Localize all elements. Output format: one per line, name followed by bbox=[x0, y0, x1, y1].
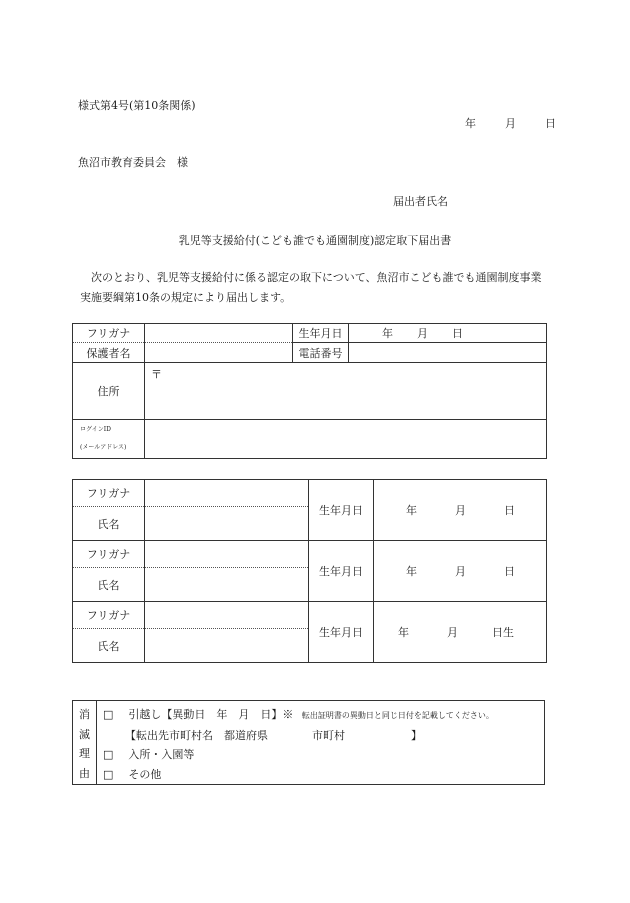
guardian-dob-year: 年 bbox=[382, 327, 393, 340]
child3-name-label: 氏名 bbox=[73, 629, 145, 663]
guardian-address-field[interactable] bbox=[145, 363, 547, 420]
guardian-name-label: 保護者名 bbox=[73, 343, 145, 363]
reason-option-other bbox=[103, 765, 544, 785]
child3-dob-field[interactable] bbox=[374, 602, 547, 663]
child1-name-field[interactable] bbox=[145, 507, 309, 541]
child2-name-label: 氏名 bbox=[73, 568, 145, 602]
child1-dob-day: 日 bbox=[504, 504, 515, 517]
guardian-dob-month: 月 bbox=[417, 327, 428, 340]
guardian-name-field[interactable] bbox=[145, 343, 293, 363]
date-month-label: 月 bbox=[505, 117, 516, 130]
child2-dob-field[interactable] bbox=[374, 541, 547, 602]
child1-dob-label: 生年月日 bbox=[309, 480, 374, 541]
child2-furigana-field[interactable] bbox=[145, 541, 309, 568]
child1-dob-field[interactable] bbox=[374, 480, 547, 541]
guardian-phone-label: 電話番号 bbox=[293, 343, 349, 363]
guardian-phone-field[interactable] bbox=[349, 343, 547, 363]
child2-name-field[interactable] bbox=[145, 568, 309, 602]
document-title: 乳児等支援給付(こども誰でも通園制度)認定取下届出書 bbox=[178, 234, 452, 247]
login-id-label bbox=[73, 420, 145, 459]
child3-furigana-field[interactable] bbox=[145, 602, 309, 629]
guardian-address-label: 住所 bbox=[73, 363, 145, 420]
reason-options bbox=[97, 701, 545, 785]
reason-option-move bbox=[103, 705, 544, 726]
child2-dob-label: 生年月日 bbox=[309, 541, 374, 602]
login-id-field[interactable] bbox=[145, 420, 547, 459]
child3-dob-day: 日生 bbox=[492, 626, 514, 639]
body-text: 次のとおり、乳児等支援給付に係る認定の取下について、魚沼市こども誰でも通園制度事業実施要綱第10条の規定により届出します。 bbox=[80, 271, 542, 304]
child3-furigana-label: フリガナ bbox=[73, 602, 145, 629]
move-checkbox[interactable]: □ bbox=[103, 708, 114, 721]
child3-dob-month: 月 bbox=[447, 626, 458, 639]
child2-furigana-label: フリガナ bbox=[73, 541, 145, 568]
date-day-label: 日 bbox=[545, 117, 556, 130]
addressee: 魚沼市教育委員会 様 bbox=[78, 156, 188, 169]
guardian-furigana-field[interactable] bbox=[145, 324, 293, 343]
guardian-dob-day: 日 bbox=[452, 327, 463, 340]
enroll-checkbox[interactable]: □ bbox=[103, 748, 114, 761]
reason-side-char-3: 理 bbox=[79, 747, 90, 760]
child1-furigana-label: フリガナ bbox=[73, 480, 145, 507]
date-year-label: 年 bbox=[465, 117, 476, 130]
guardian-dob-label: 生年月日 bbox=[293, 324, 349, 343]
reason-option-enroll bbox=[103, 745, 544, 765]
postal-mark: 〒 bbox=[151, 368, 162, 381]
reason-side-label bbox=[73, 701, 97, 785]
enroll-option-label: 入所・入園等 bbox=[128, 748, 195, 761]
child2-dob-day: 日 bbox=[504, 565, 515, 578]
child2-dob-year: 年 bbox=[406, 565, 417, 578]
other-checkbox[interactable]: □ bbox=[103, 767, 114, 781]
children-table bbox=[72, 479, 547, 663]
other-option-label: その他 bbox=[128, 767, 162, 781]
child1-furigana-field[interactable] bbox=[145, 480, 309, 507]
move-destination: 【転出先市町村名 都道府県 市町村 】 bbox=[125, 728, 422, 742]
move-option-label: 引越し【異動日 年 月 日】※ bbox=[128, 708, 294, 721]
termination-reason-table bbox=[72, 700, 545, 785]
child1-dob-year: 年 bbox=[406, 504, 417, 517]
form-number: 様式第4号(第10条関係) bbox=[78, 99, 196, 112]
child3-dob-label: 生年月日 bbox=[309, 602, 374, 663]
guardian-furigana-label: フリガナ bbox=[73, 324, 145, 343]
reason-side-char-2: 滅 bbox=[79, 727, 90, 741]
reason-side-char-4: 由 bbox=[79, 766, 90, 780]
child1-name-label: 氏名 bbox=[73, 507, 145, 541]
reason-side-char-1: 消 bbox=[79, 708, 90, 721]
child1-dob-month: 月 bbox=[455, 504, 466, 517]
submitter-name-label: 届出者氏名 bbox=[393, 195, 448, 208]
move-note: 転出証明書の異動日と同じ日付を記載してください。 bbox=[301, 711, 494, 720]
guardian-table bbox=[72, 323, 547, 459]
login-id-label-line2: (メールアドレス) bbox=[80, 444, 127, 451]
child3-name-field[interactable] bbox=[145, 629, 309, 663]
login-id-label-line1: ログインID bbox=[80, 426, 111, 433]
child2-dob-month: 月 bbox=[455, 565, 466, 578]
child3-dob-year: 年 bbox=[398, 626, 409, 639]
guardian-dob-field[interactable] bbox=[349, 324, 547, 343]
submission-date bbox=[465, 115, 556, 131]
